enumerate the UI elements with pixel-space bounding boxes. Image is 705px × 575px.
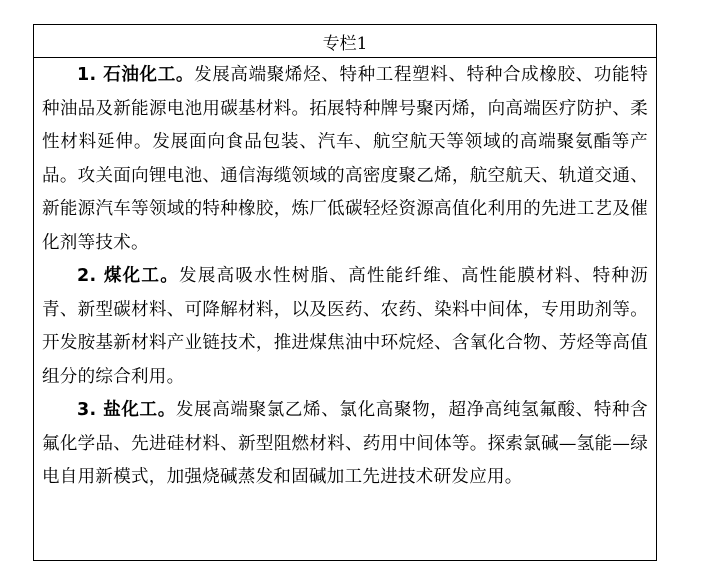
section-heading: 1. 石油化工。 <box>77 65 195 85</box>
section-salt-chemical <box>42 394 648 495</box>
section-heading: 2. 煤化工。 <box>77 266 180 286</box>
section-coal-chemical <box>42 260 648 394</box>
column-box <box>33 24 657 561</box>
section-body: 发展高端聚氯乙烯、氯化高聚物，超净高纯氢氟酸、特种含氟化学品、先进硅材料、新型阻燃材料、药用中间体等。探索氯碱—氢能—绿电自用新模式，加强烧碱蒸发和固碱加工先进技术研发应用。 <box>42 400 648 487</box>
section-petrochemical <box>42 59 648 260</box>
section-body: 发展高吸水性树脂、高性能纤维、高性能膜材料、特种沥青、新型碳材料、可降解材料，以及医药、农药、染料中间体，专用助剂等。开发胺基新材料产业链技术，推进煤焦油中环烷烃、含氧化合物、芳烃等高值组分的综合利用。 <box>42 266 648 387</box>
column-content <box>34 59 656 495</box>
section-body: 发展高端聚烯烃、特种工程塑料、特种合成橡胶、功能特种油品及新能源电池用碳基材料。拓展特种牌号聚丙烯，向高端医疗防护、柔性材料延伸。发展面向食品包装、汽车、航空航天等领域的高端聚氨酯等产品。攻关面向锂电池、通信海缆领域的高密度聚乙烯，航空航天、轨道交通、新能源汽车等领域的特种橡胶，炼厂低碳轻烃资源高值化利用的先进工艺及催化剂等技术。 <box>42 65 648 253</box>
section-heading: 3. 盐化工。 <box>77 400 176 420</box>
column-title: 专栏1 <box>34 25 656 58</box>
